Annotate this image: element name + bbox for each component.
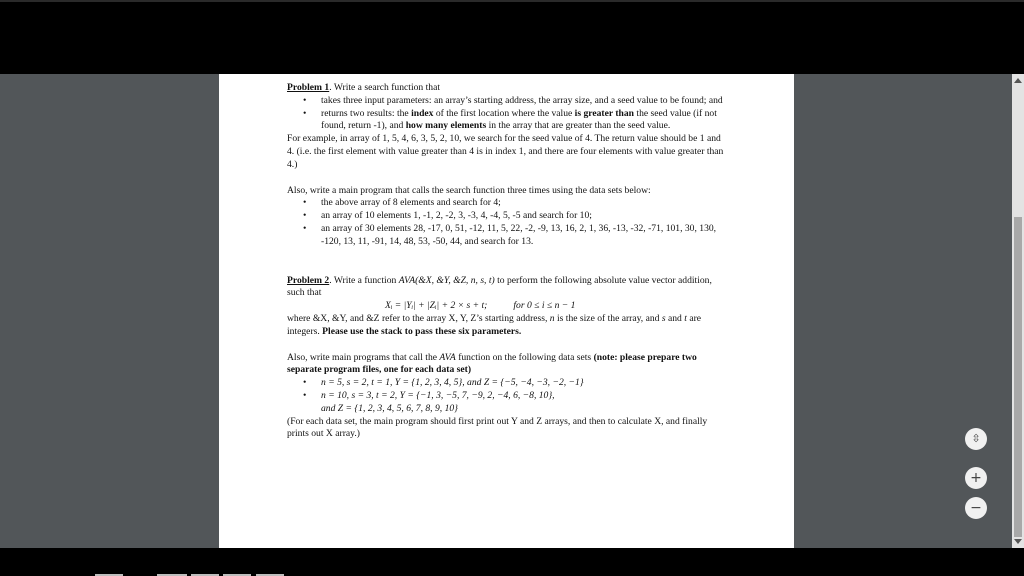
viewer-bottom-bar	[0, 548, 1024, 576]
problem-2-intro: . Write a function	[329, 274, 399, 286]
list-item	[287, 210, 727, 223]
dataset-text: and Z = {1, 2, 3, 4, 5, 6, 7, 8, 9, 10}	[321, 402, 459, 414]
zoom-in-button[interactable]: +	[965, 467, 987, 489]
problem-2-datasets	[287, 377, 727, 415]
function-signature: AVA(&X, &Y, &Z, n, s, t)	[398, 274, 495, 286]
var-n: n	[549, 312, 555, 324]
dataset-text: n = 10, s = 3, t = 2, Y = {−1, 3, −5, 7, −9, 2, −4, 6, −8, 10},	[321, 389, 555, 401]
dataset-text: an array of 30 elements 28, -17, 0, 51, -12, 11, 5, 22, -2, -9, 13, 16, 2, 1, 36, -13, -32, -71, 101, 30, 130, -120, 13, 11, -91, 14, 48, 53, -50, 44, and search for 13.	[321, 222, 717, 247]
bullet-icon: •	[303, 377, 307, 389]
scroll-down-icon[interactable]	[1014, 539, 1022, 544]
var-t: t	[684, 312, 687, 324]
list-item	[287, 390, 727, 416]
problem-1-datasets	[287, 197, 727, 248]
problem-1-requirements	[287, 95, 727, 133]
requirement-text: in the array that are greater than the seed value.	[486, 120, 671, 132]
formula	[287, 300, 727, 313]
problem-2-final: (For each data set, the main program should first print out Y and Z arrays, and then to calculate X, and finally prints out X array.)	[287, 415, 708, 440]
fit-page-button[interactable]: ⇳	[965, 428, 987, 450]
dataset-text: n = 5, s = 2, t = 1, Y = {1, 2, 3, 4, 5}, and Z = {−5, −4, −3, −2, −1}	[321, 377, 584, 389]
vertical-scrollbar[interactable]	[1012, 74, 1024, 548]
bold-term: index	[411, 107, 434, 119]
problem-2-also	[287, 352, 727, 378]
problem-2-heading	[287, 275, 727, 301]
bullet-icon: •	[303, 389, 307, 401]
problem-1-heading	[287, 82, 727, 95]
var-s: s	[661, 312, 666, 324]
formula-condition: for 0 ≤ i ≤ n − 1	[513, 300, 576, 312]
bullet-icon: •	[303, 222, 307, 234]
list-item	[287, 197, 727, 210]
bullet-icon: •	[303, 107, 307, 119]
problem-2-where	[287, 313, 727, 339]
viewer-top-bar	[0, 0, 1024, 74]
list-item	[287, 108, 727, 134]
bullet-icon: •	[303, 210, 307, 222]
problem-1-also: Also, write a main program that calls the search function three times using the data sets below:	[287, 184, 651, 196]
where-text: where &X, &Y, and &Z refer to the array X, Y, Z’s starting address,	[287, 312, 550, 324]
problem-1-title: Problem 1	[287, 82, 330, 93]
scroll-up-icon[interactable]	[1014, 78, 1022, 83]
scrollbar-thumb[interactable]	[1014, 217, 1022, 537]
problem-1-intro: . Write a search function that	[329, 82, 440, 93]
bold-term: how many elements	[405, 120, 487, 132]
dataset-text: an array of 10 elements 1, -1, 2, -2, 3, -3, 4, -4, 5, -5 and search for 10;	[321, 210, 592, 222]
where-text: are integers.	[287, 312, 702, 337]
top-edge	[0, 0, 1024, 2]
list-item	[287, 95, 727, 108]
function-name: AVA	[439, 351, 456, 363]
problem-1-example: For example, in array of 1, 5, 4, 6, 3, 5, 2, 10, we search for the seed value of 4. The return value should be 1 and 4. (i.e. the first element with value greater than 4 is in index 1, and there are four elements with value greater than 4.)	[287, 133, 724, 170]
dataset-text: the above array of 8 elements and search for 4;	[321, 197, 501, 209]
page-content	[287, 82, 727, 441]
list-item	[287, 223, 727, 249]
problem-2-intro: to perform the following absolute value vector addition, such that	[287, 274, 712, 299]
bullet-icon: •	[303, 94, 307, 106]
bold-term: is greater than	[574, 107, 635, 119]
list-item	[287, 377, 727, 390]
requirement-text: the seed value (if not found, return -1), and	[321, 107, 717, 132]
also-text: function on the following data sets	[455, 351, 594, 363]
document-page	[219, 74, 794, 548]
bold-instruction: Please use the stack to pass these six parameters.	[322, 325, 522, 337]
bold-note: (note: please prepare two separate program files, one for each data set)	[287, 351, 697, 376]
problem-2-title: Problem 2	[287, 274, 330, 286]
bullet-icon: •	[303, 197, 307, 209]
where-text: is the size of the array, and	[554, 312, 662, 324]
also-text: Also, write main programs that call the	[287, 351, 440, 363]
requirement-text: takes three input parameters: an array’s starting address, the array size, and a seed value to be found; and	[321, 94, 723, 106]
requirement-text: of the first location where the value	[433, 107, 575, 119]
zoom-out-button[interactable]: −	[965, 497, 987, 519]
formula-expression: Xᵢ = |Yᵢ| + |Zᵢ| + 2 × s + t;	[385, 300, 488, 312]
where-text: and	[665, 312, 685, 324]
requirement-text: returns two results: the	[321, 107, 412, 119]
